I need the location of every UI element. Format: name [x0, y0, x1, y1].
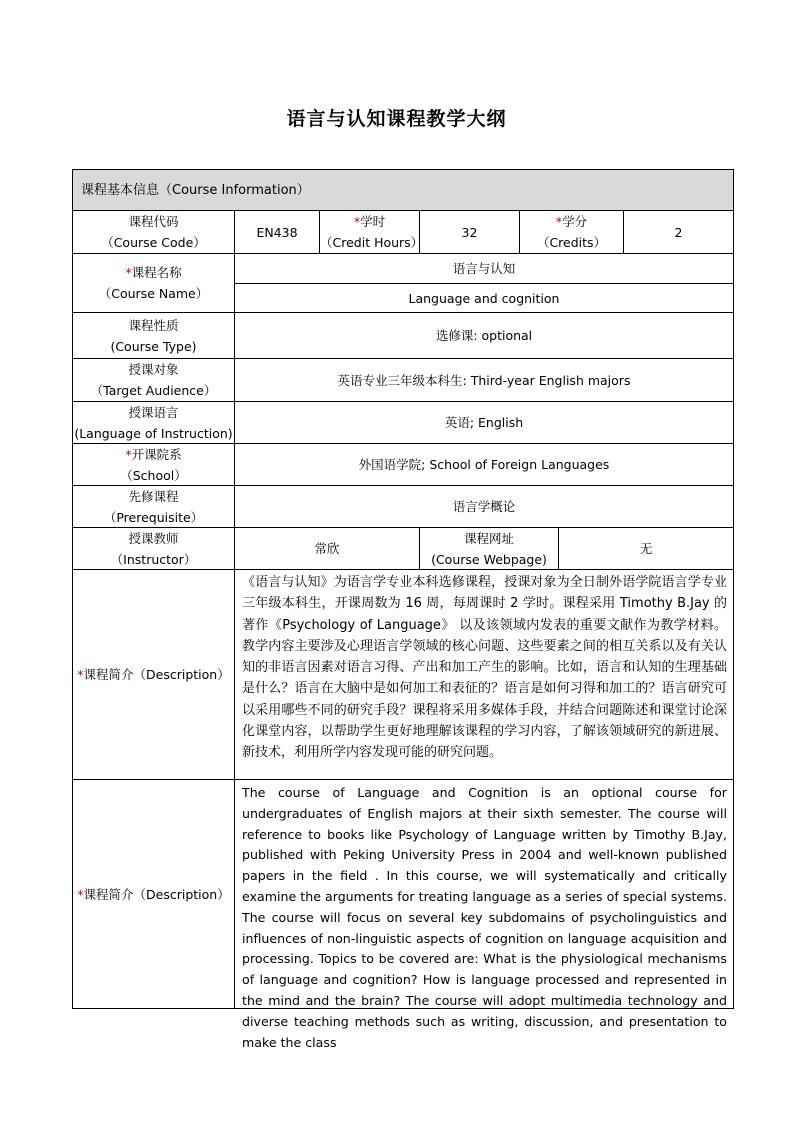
instructor-label — [73, 528, 234, 569]
description-en-label — [73, 780, 234, 1008]
instructor-label-en: （Instructor） — [110, 551, 197, 567]
credit-hours-label-cn — [354, 211, 385, 232]
course-code-value: EN438 — [234, 211, 319, 253]
course-code-label-en: （Course Code） — [101, 235, 206, 250]
webpage-value: 无 — [558, 528, 733, 569]
credits-label-en: （Credits） — [536, 235, 607, 250]
description-en-text: The course of Language and Cognition is an optional course for undergraduates of English majors at their sixth semester. The course will reference to books like Psychology of Language written by Timothy B.Jay, published with Peking University Press in 2004 and well-known published papers in the field . In this course, we will systematically and critically examine the arguments for treating language as a series of special systems. The course will focus on several key subdomains of psycholinguistics and influences of non-linguistic aspects of cognition on language acquisition and processing. Topics to be covered are: What is the physiological mechanisms of language and cognition? How is language processed and represented in the mind and the brain? The course will adopt multimedia technology and diverse teaching methods such as writing, discussion, and presentation to make the class — [234, 780, 733, 1008]
instructor-value: 常欣 — [234, 528, 419, 569]
target-audience-label-cn: 授课对象 — [128, 362, 179, 377]
school-label — [73, 444, 234, 485]
course-type-label — [73, 313, 234, 358]
course-code-row — [72, 211, 734, 254]
course-name-value-cn: 语言与认知 — [452, 261, 516, 276]
school-value: 外国语学院; School of Foreign Languages — [234, 444, 733, 485]
required-mark: * — [353, 214, 361, 229]
course-code-label-cn: 课程代码 — [128, 214, 179, 229]
credits-label — [519, 211, 623, 253]
language-label-cn: 授课语言 — [128, 404, 179, 420]
language-row — [72, 402, 734, 444]
course-type-label-cn: 课程性质 — [128, 317, 179, 333]
instructor-label-cn: 授课教师 — [128, 530, 179, 546]
credits-label-cn — [556, 211, 587, 232]
section-header: 课程基本信息（Course Information） — [73, 170, 733, 210]
webpage-label-en: (Course Webpage) — [431, 551, 547, 567]
webpage-label — [419, 528, 558, 569]
prerequisite-label-cn: 先修课程 — [128, 488, 179, 504]
school-label-en: （School） — [120, 467, 187, 483]
course-type-value: 选修课: optional — [234, 313, 733, 358]
credit-hours-label-en: （Credit Hours） — [320, 235, 424, 250]
description-cn-label-inner: 课程简介（Description） — [83, 667, 230, 682]
target-audience-label-en: （Target Audience） — [90, 383, 217, 398]
school-row — [72, 444, 734, 486]
school-label-cn — [125, 444, 181, 465]
course-type-label-en: (Course Type) — [110, 338, 197, 354]
course-name-label-en: （Course Name） — [98, 286, 209, 301]
prerequisite-label-en: （Prerequisite） — [103, 509, 204, 525]
prerequisite-label — [73, 486, 234, 527]
description-cn-row — [72, 570, 734, 780]
description-cn-label-text — [77, 664, 229, 685]
course-type-row — [72, 313, 734, 359]
required-mark: * — [77, 886, 84, 902]
prerequisite-value: 语言学概论 — [234, 486, 733, 527]
target-audience-label — [73, 359, 234, 401]
course-name-row — [72, 254, 734, 313]
language-label-en: (Language of Instruction) — [74, 425, 233, 441]
school-cn: 开课院系 — [131, 446, 182, 462]
credit-hours-value: 32 — [419, 211, 519, 253]
instructor-row — [72, 528, 734, 570]
required-mark: * — [77, 667, 84, 682]
document-title: 语言与认知课程教学大纲 — [286, 108, 507, 130]
description-cn-label — [73, 570, 234, 779]
credits-cn: 学分 — [562, 214, 588, 229]
credits-value: 2 — [623, 211, 733, 253]
target-audience-row — [72, 359, 734, 402]
credit-hours-label — [319, 211, 424, 253]
credit-hours-cn: 学时 — [360, 214, 386, 229]
language-value: 英语; English — [234, 402, 733, 443]
course-name-cn: 课程名称 — [131, 265, 182, 280]
webpage-label-cn: 课程网址 — [463, 530, 514, 546]
course-name-label-cn — [125, 262, 181, 283]
required-mark: * — [555, 214, 563, 229]
target-audience-value: 英语专业三年级本科生: Third-year English majors — [234, 359, 733, 401]
course-name-value-en: Language and cognition — [235, 283, 733, 312]
course-info-table — [72, 169, 734, 1050]
description-en-label-text — [77, 884, 229, 905]
language-label — [73, 402, 234, 443]
course-name-values — [234, 254, 733, 312]
required-mark: * — [125, 265, 132, 280]
course-code-label — [73, 211, 234, 253]
required-mark: * — [125, 446, 132, 462]
description-cn-text: 《语言与认知》为语言学专业本科选修课程，授课对象为全日制外语学院语言学专业三年级本科生，开课周数为 16 周，每周课时 2 学时。课程采用 Timothy B.Jay 的著作《Psychology of Language》 以及该领域内发表的重要文献作为教学材料。教学内容主要涉及心理语言学领域的核心问题、这些要素之间的相互关系以及有关认知的非语言因素对语言习得、产出和加工产生的影响。比如，语言和认知的生理基础是什么？语言在大脑中是如何加工和表征的？语言是如何习得和加工的？语言研究可以采用哪些不同的研究手段？课程将采用多媒体手段，并结合问题陈述和课堂讨论深化课堂内容，以帮助学生更好地理解该课程的学习内容，了解该领域研究的新进展、新技术，利用所学内容发现可能的研究问题。 — [234, 570, 733, 779]
prerequisite-row — [72, 486, 734, 528]
description-en-row — [72, 780, 734, 1050]
description-en-label-inner: 课程简介（Description） — [83, 886, 230, 902]
course-name-label — [73, 254, 234, 312]
section-header-row — [72, 169, 734, 211]
